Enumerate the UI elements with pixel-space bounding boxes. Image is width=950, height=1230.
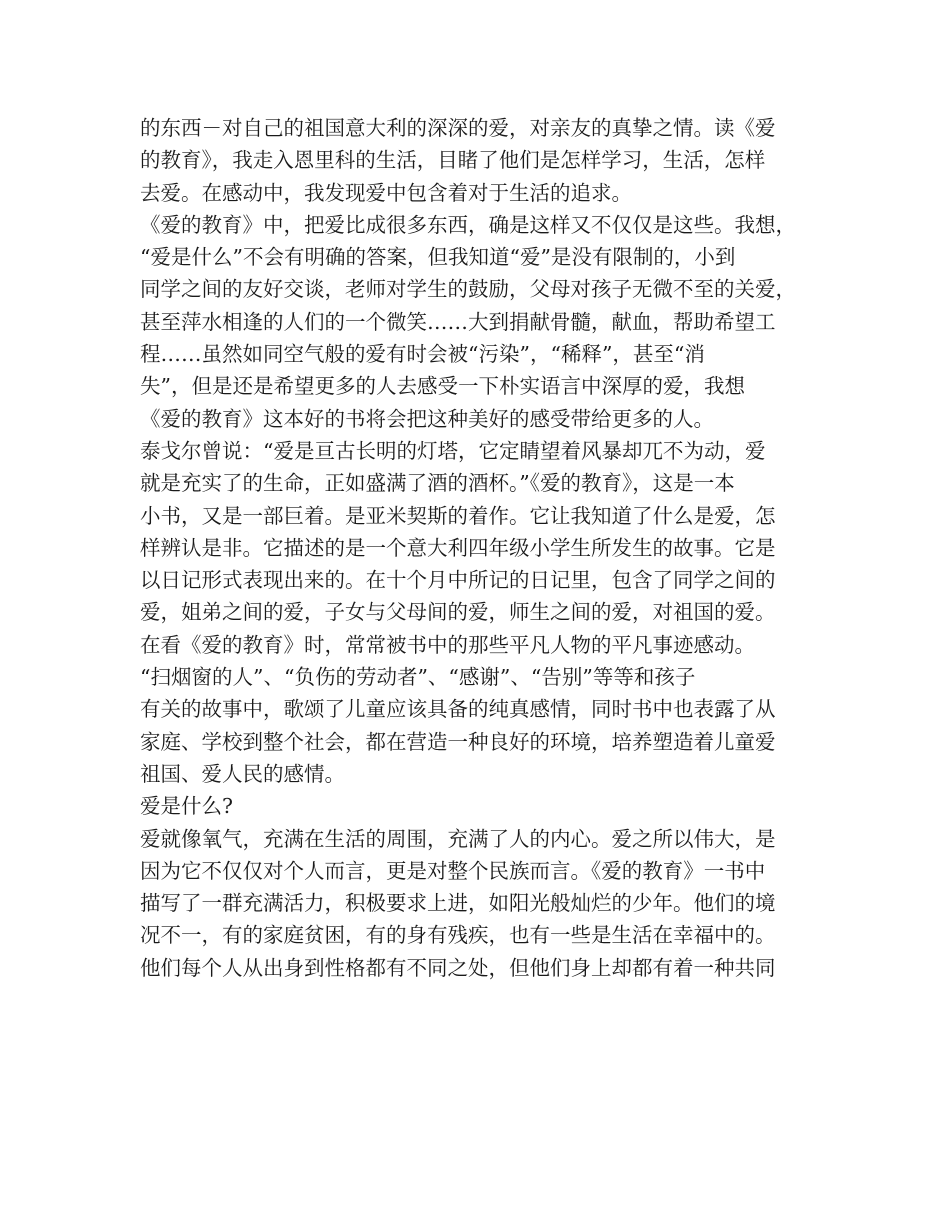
text-line: 就是充实了的生命，正如盛满了酒的酒杯。”《爱的教育》，这是一本	[140, 471, 735, 496]
text-line: “爱是什么”不会有明确的答案，但我知道“爱”是没有限制的，小到	[140, 245, 736, 270]
text-line: 在看《爱的教育》时，常常被书中的那些平凡人物的平凡事迹感动。	[140, 632, 755, 657]
text-line: 去爱。在感动中，我发现爱中包含着对于生活的追求。	[140, 180, 632, 205]
text-line: 以日记形式表现出来的。在十个月中所记的日记里，包含了同学之间的	[140, 568, 776, 593]
text-line: 的东西－对自己的祖国意大利的深深的爱，对亲友的真挚之情。读《爱	[140, 116, 776, 140]
text-line: 家庭、学校到整个社会，都在营造一种良好的环境，培养塑造着儿童爱	[140, 729, 776, 754]
text-line: 况不一，有的家庭贫困，有的身有残疾，也有一些是生活在幸福中的。	[140, 923, 776, 948]
text-line: 样辨认是非。它描述的是一个意大利四年级小学生所发生的故事。它是	[140, 535, 776, 560]
text-line: 小书，又是一部巨着。是亚米契斯的着作。它让我知道了什么是爱，怎	[140, 503, 776, 528]
document-page	[140, 112, 824, 984]
text-line: “扫烟窗的人”、“负伤的劳动者”、“感谢”、“告别”等等和孩子	[140, 665, 696, 690]
text-line: 爱，姐弟之间的爱，子女与父母间的爱，师生之间的爱，对祖国的爱。	[140, 600, 776, 625]
text-line: 祖国、爱人民的感情。	[140, 761, 345, 786]
text-line: 失”，但是还是希望更多的人去感受一下朴实语言中深厚的爱，我想	[140, 374, 745, 399]
text-line: 爱是什么?	[140, 794, 233, 819]
text-line: 程……虽然如同空气般的爱有时会被“污染”，“稀释”，甚至“消	[140, 342, 705, 367]
text-line: 甚至萍水相逢的人们的一个微笑……大到捐献骨髓，献血，帮助希望工	[140, 309, 776, 334]
text-line: 《爱的教育》中，把爱比成很多东西，确是这样又不仅仅是这些。我想，	[140, 212, 796, 237]
text-line: 有关的故事中，歌颂了儿童应该具备的纯真感情，同时书中也表露了从	[140, 697, 776, 722]
text-line: 爱就像氧气，充满在生活的周围，充满了人的内心。爱之所以伟大，是	[140, 826, 776, 851]
text-line: 描写了一群充满活力，积极要求上进，如阳光般灿烂的少年。他们的境	[140, 891, 776, 916]
text-line: 的教育》，我走入恩里科的生活，目睹了他们是怎样学习，生活，怎样	[140, 148, 766, 173]
text-line: 他们每个人从出身到性格都有不同之处，但他们身上却都有着一种共同	[140, 955, 776, 980]
text-line: 同学之间的友好交谈，老师对学生的鼓励，父母对孩子无微不至的关爱，	[140, 277, 796, 302]
text-line: 因为它不仅仅对个人而言，更是对整个民族而言。《爱的教育》一书中	[140, 858, 766, 883]
text-line: 《爱的教育》这本好的书将会把这种美好的感受带给更多的人。	[140, 406, 714, 431]
text-line: 泰戈尔曾说：“爱是亘古长明的灯塔，它定睛望着风暴却兀不为动，爱	[140, 438, 766, 463]
